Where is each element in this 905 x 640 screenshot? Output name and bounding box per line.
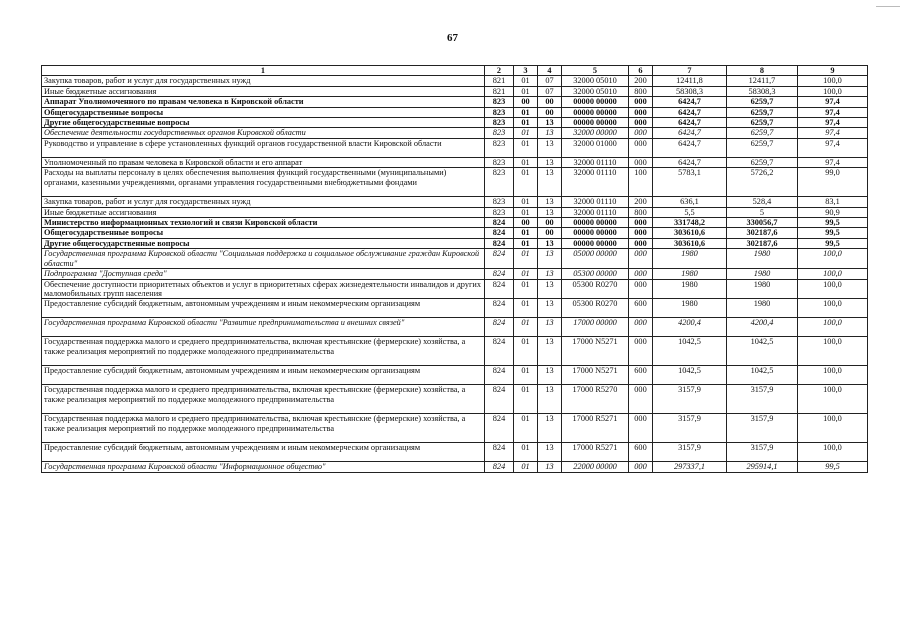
cell-subsection: 00: [538, 107, 562, 117]
table-row: [42, 318, 868, 337]
cell-executed: 295914,1: [727, 462, 798, 472]
cell-executed: 330056,7: [727, 218, 798, 228]
cell-name: Другие общегосударственные вопросы: [42, 238, 485, 248]
cell-executed: 1980: [727, 249, 798, 269]
col-header-3: 3: [514, 66, 538, 76]
cell-target-item: 05300 00000: [562, 269, 629, 279]
cell-section: 01: [514, 207, 538, 217]
cell-subsection: 13: [538, 279, 562, 299]
cell-target-item: 32000 01000: [562, 138, 629, 157]
table-row: [42, 249, 868, 269]
cell-percent: 90,9: [798, 207, 868, 217]
cell-executed: 302187,6: [727, 228, 798, 238]
cell-percent: 99,5: [798, 228, 868, 238]
cell-name: Предоставление субсидий бюджетным, автономным учреждениям и иным некоммерческим организациям: [42, 299, 485, 318]
col-header-7: 7: [653, 66, 727, 76]
cell-admin-code: 824: [485, 414, 514, 443]
table-row: [42, 385, 868, 414]
table-row: [42, 443, 868, 462]
cell-admin-code: 823: [485, 128, 514, 138]
cell-percent: 97,4: [798, 138, 868, 157]
cell-planned: 58308,3: [653, 86, 727, 96]
cell-subsection: 13: [538, 168, 562, 197]
cell-executed: 1980: [727, 279, 798, 299]
cell-target-item: 00000 00000: [562, 118, 629, 128]
cell-planned: 6424,7: [653, 118, 727, 128]
cell-name: Предоставление субсидий бюджетным, автономным учреждениям и иным некоммерческим организациям: [42, 443, 485, 462]
table-row: [42, 366, 868, 385]
cell-subsection: 13: [538, 157, 562, 167]
cell-planned: 297337,1: [653, 462, 727, 472]
cell-target-item: 17000 N5271: [562, 366, 629, 385]
cell-subsection: 13: [538, 462, 562, 472]
cell-target-item: 17000 00000: [562, 318, 629, 337]
table-row: [42, 86, 868, 96]
cell-target-item: 32000 00000: [562, 128, 629, 138]
cell-name: Общегосударственные вопросы: [42, 107, 485, 117]
cell-planned: 636,1: [653, 197, 727, 207]
cell-section: 01: [514, 337, 538, 366]
cell-target-item: 17000 N5271: [562, 337, 629, 366]
cell-executed: 6259,7: [727, 128, 798, 138]
cell-admin-code: 824: [485, 218, 514, 228]
cell-subsection: 13: [538, 269, 562, 279]
cell-percent: 99,0: [798, 168, 868, 197]
cell-section: 01: [514, 414, 538, 443]
cell-expense-type: 100: [629, 168, 653, 197]
cell-percent: 99,5: [798, 218, 868, 228]
cell-admin-code: 824: [485, 299, 514, 318]
cell-subsection: 00: [538, 218, 562, 228]
col-header-6: 6: [629, 66, 653, 76]
cell-target-item: 17000 R5270: [562, 385, 629, 414]
cell-expense-type: 000: [629, 107, 653, 117]
table-row: [42, 462, 868, 472]
table-row: [42, 107, 868, 117]
cell-name: Министерство информационных технологий и связи Кировской области: [42, 218, 485, 228]
cell-percent: 100,0: [798, 299, 868, 318]
cell-subsection: 13: [538, 299, 562, 318]
cell-subsection: 13: [538, 337, 562, 366]
cell-planned: 6424,7: [653, 128, 727, 138]
cell-section: 01: [514, 128, 538, 138]
cell-section: 01: [514, 269, 538, 279]
cell-admin-code: 823: [485, 107, 514, 117]
cell-admin-code: 824: [485, 249, 514, 269]
cell-executed: 5: [727, 207, 798, 217]
table-row: [42, 238, 868, 248]
cell-name: Государственная поддержка малого и среднего предпринимательства, включая крестьянские (фермерские) хозяйства, а также реализация мероприятий по поддержке молодежного предпринимательства: [42, 414, 485, 443]
table-row: [42, 337, 868, 366]
cell-expense-type: 600: [629, 299, 653, 318]
cell-name: Предоставление субсидий бюджетным, автономным учреждениям и иным некоммерческим организациям: [42, 366, 485, 385]
cell-admin-code: 824: [485, 318, 514, 337]
cell-expense-type: 800: [629, 86, 653, 96]
cell-executed: 5726,2: [727, 168, 798, 197]
cell-planned: 3157,9: [653, 443, 727, 462]
cell-percent: 100,0: [798, 366, 868, 385]
cell-admin-code: 823: [485, 97, 514, 107]
header-row: [42, 66, 868, 76]
cell-percent: 100,0: [798, 337, 868, 366]
col-header-8: 8: [727, 66, 798, 76]
col-header-1: 1: [42, 66, 485, 76]
cell-subsection: 13: [538, 128, 562, 138]
cell-planned: 303610,6: [653, 238, 727, 248]
cell-percent: 100,0: [798, 279, 868, 299]
cell-section: 01: [514, 249, 538, 269]
cell-expense-type: 000: [629, 138, 653, 157]
cell-target-item: 32000 01110: [562, 168, 629, 197]
cell-section: 01: [514, 118, 538, 128]
cell-section: 01: [514, 462, 538, 472]
cell-section: 01: [514, 385, 538, 414]
cell-planned: 1042,5: [653, 366, 727, 385]
cell-section: 01: [514, 76, 538, 86]
table-row: [42, 118, 868, 128]
cell-name: Иные бюджетные ассигнования: [42, 207, 485, 217]
cell-subsection: 13: [538, 197, 562, 207]
cell-section: 01: [514, 157, 538, 167]
cell-name: Закупка товаров, работ и услуг для государственных нужд: [42, 76, 485, 86]
cell-admin-code: 824: [485, 443, 514, 462]
cell-executed: 6259,7: [727, 138, 798, 157]
cell-percent: 99,5: [798, 238, 868, 248]
cell-planned: 1042,5: [653, 337, 727, 366]
cell-admin-code: 824: [485, 279, 514, 299]
col-header-2: 2: [485, 66, 514, 76]
cell-percent: 97,4: [798, 107, 868, 117]
cell-name: Обеспечение доступности приоритетных объектов и услуг в приоритетных сферах жизнедеятельности инвалидов и других маломобильных групп населения: [42, 279, 485, 299]
cell-target-item: 32000 01110: [562, 207, 629, 217]
cell-expense-type: 600: [629, 366, 653, 385]
cell-admin-code: 823: [485, 207, 514, 217]
cell-percent: 97,4: [798, 97, 868, 107]
cell-target-item: 32000 05010: [562, 86, 629, 96]
cell-planned: 3157,9: [653, 414, 727, 443]
cell-percent: 97,4: [798, 128, 868, 138]
cell-executed: 1042,5: [727, 337, 798, 366]
cell-planned: 1980: [653, 279, 727, 299]
cell-name: Руководство и управление в сфере установленных функций органов государственной власти Кировской области: [42, 138, 485, 157]
cell-planned: 3157,9: [653, 385, 727, 414]
cell-executed: 3157,9: [727, 414, 798, 443]
cell-expense-type: 000: [629, 269, 653, 279]
cell-section: 01: [514, 138, 538, 157]
cell-executed: 12411,7: [727, 76, 798, 86]
cell-section: 01: [514, 299, 538, 318]
cell-section: 01: [514, 279, 538, 299]
cell-target-item: 32000 05010: [562, 76, 629, 86]
cell-percent: 97,4: [798, 118, 868, 128]
cell-subsection: 13: [538, 443, 562, 462]
cell-expense-type: 000: [629, 228, 653, 238]
cell-percent: 100,0: [798, 414, 868, 443]
cell-subsection: 07: [538, 86, 562, 96]
cell-percent: 100,0: [798, 249, 868, 269]
cell-admin-code: 824: [485, 337, 514, 366]
table-row: [42, 168, 868, 197]
page-number: 67: [447, 32, 458, 44]
cell-section: 00: [514, 218, 538, 228]
cell-subsection: 00: [538, 228, 562, 238]
table-body: [42, 76, 868, 472]
cell-target-item: 17000 R5271: [562, 414, 629, 443]
budget-table: [41, 65, 868, 473]
cell-executed: 3157,9: [727, 443, 798, 462]
cell-name: Государственная поддержка малого и среднего предпринимательства, включая крестьянские (фермерские) хозяйства, а также реализация мероприятий по поддержке молодежного предпринимательства: [42, 337, 485, 366]
cell-percent: 83,1: [798, 197, 868, 207]
cell-expense-type: 000: [629, 218, 653, 228]
table-row: [42, 76, 868, 86]
cell-planned: 12411,8: [653, 76, 727, 86]
cell-executed: 4200,4: [727, 318, 798, 337]
cell-admin-code: 823: [485, 197, 514, 207]
cell-executed: 1980: [727, 269, 798, 279]
cell-subsection: 13: [538, 138, 562, 157]
cell-section: 01: [514, 168, 538, 197]
cell-admin-code: 824: [485, 385, 514, 414]
cell-admin-code: 824: [485, 228, 514, 238]
table-row: [42, 207, 868, 217]
cell-expense-type: 200: [629, 197, 653, 207]
cell-percent: 100,0: [798, 318, 868, 337]
cell-expense-type: 000: [629, 337, 653, 366]
col-header-5: 5: [562, 66, 629, 76]
cell-subsection: 00: [538, 97, 562, 107]
cell-subsection: 13: [538, 385, 562, 414]
cell-expense-type: 000: [629, 385, 653, 414]
table-row: [42, 228, 868, 238]
cell-percent: 100,0: [798, 385, 868, 414]
cell-target-item: 05300 R0270: [562, 279, 629, 299]
cell-name: Обеспечение деятельности государственных органов Кировской области: [42, 128, 485, 138]
cell-percent: 100,0: [798, 76, 868, 86]
cell-section: 01: [514, 366, 538, 385]
cell-name: Другие общегосударственные вопросы: [42, 118, 485, 128]
table-row: [42, 128, 868, 138]
cell-name: Государственная поддержка малого и среднего предпринимательства, включая крестьянские (фермерские) хозяйства, а также реализация мероприятий по поддержке молодежного предпринимательства: [42, 385, 485, 414]
cell-name: Государственная программа Кировской области "Информационное общество": [42, 462, 485, 472]
table-row: [42, 269, 868, 279]
table-row: [42, 414, 868, 443]
cell-target-item: 22000 00000: [562, 462, 629, 472]
cell-name: Иные бюджетные ассигнования: [42, 86, 485, 96]
table-row: [42, 138, 868, 157]
col-header-9: 9: [798, 66, 868, 76]
cell-expense-type: 800: [629, 207, 653, 217]
cell-subsection: 13: [538, 414, 562, 443]
cell-executed: 3157,9: [727, 385, 798, 414]
table-row: [42, 299, 868, 318]
cell-subsection: 13: [538, 249, 562, 269]
col-header-4: 4: [538, 66, 562, 76]
cell-expense-type: 000: [629, 118, 653, 128]
cell-admin-code: 823: [485, 168, 514, 197]
cell-name: Государственная программа Кировской области "Развитие предпринимательства и внешних связей": [42, 318, 485, 337]
cell-admin-code: 824: [485, 462, 514, 472]
cell-percent: 100,0: [798, 86, 868, 96]
cell-planned: 6424,7: [653, 97, 727, 107]
table-row: [42, 218, 868, 228]
cell-subsection: 13: [538, 118, 562, 128]
cell-target-item: 00000 00000: [562, 228, 629, 238]
cell-subsection: 07: [538, 76, 562, 86]
cell-name: Государственная программа Кировской области "Социальная поддержка и социальное обслуживание граждан Кировской области": [42, 249, 485, 269]
cell-executed: 6259,7: [727, 107, 798, 117]
corner-mark: [876, 6, 900, 7]
table-row: [42, 157, 868, 167]
cell-admin-code: 824: [485, 366, 514, 385]
cell-executed: 58308,3: [727, 86, 798, 96]
cell-name: Общегосударственные вопросы: [42, 228, 485, 238]
table-row: [42, 279, 868, 299]
cell-expense-type: 600: [629, 443, 653, 462]
cell-percent: 100,0: [798, 443, 868, 462]
table-row: [42, 97, 868, 107]
cell-expense-type: 000: [629, 279, 653, 299]
cell-expense-type: 200: [629, 76, 653, 86]
cell-planned: 331748,2: [653, 218, 727, 228]
cell-planned: 1980: [653, 269, 727, 279]
cell-subsection: 13: [538, 238, 562, 248]
cell-percent: 100,0: [798, 269, 868, 279]
cell-percent: 97,4: [798, 157, 868, 167]
cell-planned: 1980: [653, 299, 727, 318]
cell-subsection: 13: [538, 207, 562, 217]
cell-expense-type: 000: [629, 318, 653, 337]
cell-section: 01: [514, 107, 538, 117]
table-row: [42, 197, 868, 207]
cell-admin-code: 821: [485, 76, 514, 86]
cell-target-item: 05300 R0270: [562, 299, 629, 318]
cell-admin-code: 823: [485, 118, 514, 128]
cell-subsection: 13: [538, 318, 562, 337]
cell-planned: 6424,7: [653, 107, 727, 117]
cell-admin-code: 824: [485, 238, 514, 248]
cell-admin-code: 821: [485, 86, 514, 96]
cell-section: 01: [514, 197, 538, 207]
cell-name: Уполномоченный по правам человека в Кировской области и его аппарат: [42, 157, 485, 167]
cell-admin-code: 823: [485, 157, 514, 167]
cell-planned: 1980: [653, 249, 727, 269]
cell-target-item: 00000 00000: [562, 97, 629, 107]
cell-expense-type: 000: [629, 414, 653, 443]
cell-expense-type: 000: [629, 157, 653, 167]
cell-admin-code: 824: [485, 269, 514, 279]
cell-executed: 1980: [727, 299, 798, 318]
cell-percent: 99,5: [798, 462, 868, 472]
cell-expense-type: 000: [629, 128, 653, 138]
cell-target-item: 00000 00000: [562, 238, 629, 248]
cell-section: 01: [514, 318, 538, 337]
cell-executed: 6259,7: [727, 157, 798, 167]
cell-name: Расходы на выплаты персоналу в целях обеспечения выполнения функций государственными (муниципальными) органами, казенными учреждениями, органами управления государственными внебюджетными фондами: [42, 168, 485, 197]
cell-section: 01: [514, 443, 538, 462]
cell-planned: 5,5: [653, 207, 727, 217]
cell-expense-type: 000: [629, 249, 653, 269]
cell-planned: 6424,7: [653, 157, 727, 167]
cell-planned: 5783,1: [653, 168, 727, 197]
cell-executed: 1042,5: [727, 366, 798, 385]
cell-section: 00: [514, 97, 538, 107]
cell-planned: 4200,4: [653, 318, 727, 337]
cell-executed: 6259,7: [727, 97, 798, 107]
cell-target-item: 05000 00000: [562, 249, 629, 269]
cell-executed: 528,4: [727, 197, 798, 207]
cell-target-item: 32000 01110: [562, 197, 629, 207]
cell-target-item: 32000 01110: [562, 157, 629, 167]
cell-expense-type: 000: [629, 462, 653, 472]
cell-planned: 6424,7: [653, 138, 727, 157]
cell-subsection: 13: [538, 366, 562, 385]
cell-name: Аппарат Уполномоченного по правам человека в Кировской области: [42, 97, 485, 107]
cell-section: 01: [514, 228, 538, 238]
cell-section: 01: [514, 238, 538, 248]
cell-executed: 302187,6: [727, 238, 798, 248]
cell-target-item: 00000 00000: [562, 107, 629, 117]
cell-target-item: 17000 R5271: [562, 443, 629, 462]
cell-executed: 6259,7: [727, 118, 798, 128]
cell-target-item: 00000 00000: [562, 218, 629, 228]
cell-section: 01: [514, 86, 538, 96]
cell-name: Закупка товаров, работ и услуг для государственных нужд: [42, 197, 485, 207]
cell-admin-code: 823: [485, 138, 514, 157]
cell-name: Подпрограмма "Доступная среда": [42, 269, 485, 279]
cell-expense-type: 000: [629, 238, 653, 248]
cell-planned: 303610,6: [653, 228, 727, 238]
cell-expense-type: 000: [629, 97, 653, 107]
